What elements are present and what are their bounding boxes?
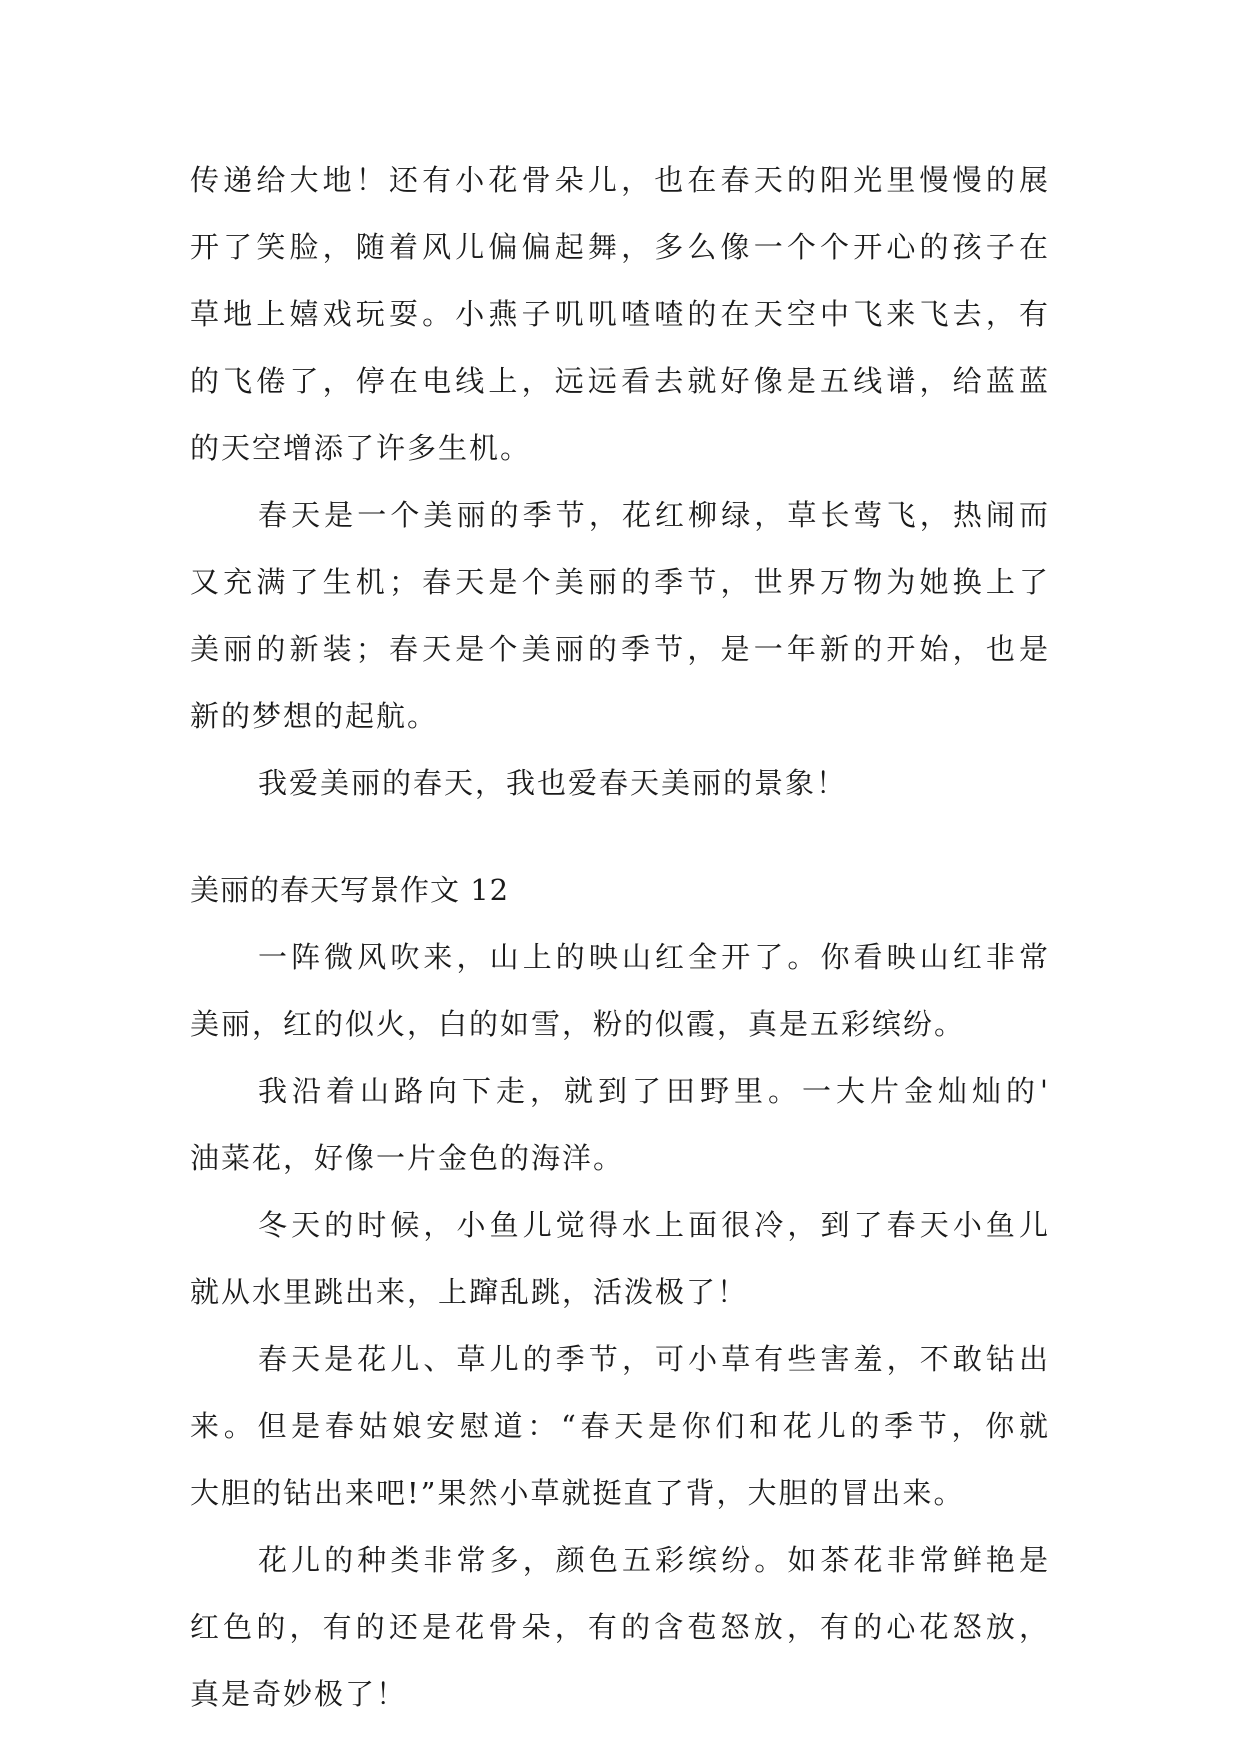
paragraph-line: 的天空增添了许多生机。: [190, 431, 532, 465]
paragraph-line: 大胆的钻出来吧!”果然小草就挺直了背，大胆的冒出来。: [190, 1476, 965, 1510]
paragraph-line: 的飞倦了，停在电线上，远远看去就好像是五线谱，给蓝蓝: [190, 364, 1050, 398]
paragraph-line: 一阵微风吹来，山上的映山红全开了。你看映山红非常: [258, 940, 1050, 974]
paragraph-line: 传递给大地！还有小花骨朵儿，也在春天的阳光里慢慢的展: [190, 163, 1050, 197]
paragraph-line: 来。但是春姑娘安慰道：“春天是你们和花儿的季节，你就: [190, 1409, 1050, 1443]
paragraph-line: 油菜花，好像一片金色的海洋。: [190, 1141, 625, 1175]
paragraph-line: 冬天的时候，小鱼儿觉得水上面很冷，到了春天小鱼儿: [258, 1208, 1050, 1242]
paragraph-line: 花儿的种类非常多，颜色五彩缤纷。如茶花非常鲜艳是: [258, 1543, 1050, 1577]
paragraph-line: 我沿着山路向下走，就到了田野里。一大片金灿灿的': [258, 1074, 1050, 1108]
paragraph-line: 春天是一个美丽的季节，花红柳绿，草长莺飞，热闹而: [258, 498, 1050, 532]
paragraph-line: 美丽的新装；春天是个美丽的季节，是一年新的开始，也是: [190, 632, 1050, 666]
paragraph-line: 新的梦想的起航。: [190, 699, 439, 733]
paragraph-line: 草地上嬉戏玩耍。小燕子叽叽喳喳的在天空中飞来飞去，有: [190, 297, 1050, 331]
paragraph-line: 春天是花儿、草儿的季节，可小草有些害羞，不敢钻出: [258, 1342, 1050, 1376]
section-title: 美丽的春天写景作文 12: [190, 873, 510, 907]
paragraph-line: 就从水里跳出来，上蹿乱跳，活泼极了！: [190, 1275, 749, 1309]
paragraph-line: 红色的，有的还是花骨朵，有的含苞怒放，有的心花怒放，: [190, 1610, 1050, 1644]
paragraph-line: 又充满了生机；春天是个美丽的季节，世界万物为她换上了: [190, 565, 1050, 599]
paragraph-line: 我爱美丽的春天，我也爱春天美丽的景象！: [258, 766, 848, 800]
paragraph-line: 美丽，红的似火，白的如雪，粉的似霞，真是五彩缤纷。: [190, 1007, 966, 1041]
paragraph-line: 开了笑脸，随着风儿偏偏起舞，多么像一个个开心的孩子在: [190, 230, 1050, 264]
paragraph-line: 真是奇妙极了！: [190, 1677, 408, 1711]
